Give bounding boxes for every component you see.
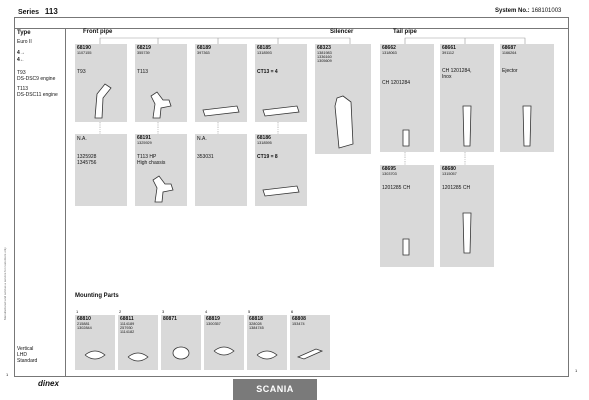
silencer-title: Silencer [330,29,354,35]
gasket-icon [171,345,191,361]
part-68189[interactable]: 68189 397363 [195,44,247,122]
mounting-part-68818[interactable]: 68818 328028 1384745 [247,315,287,370]
tail-pipe-icon [400,237,412,257]
mounting-index: 5 [248,309,251,314]
mounting-spec: Vertical LHD Standard [17,346,38,364]
ejector-icon [520,104,534,148]
part-68219[interactable]: 68219 355739 T113 [135,44,187,122]
bracket-icon [296,345,324,361]
part-na-1: N.A. 1325928 1345756 [75,134,127,206]
mounting-part-68808[interactable]: 68808 153474 [290,315,330,370]
tail-pipe-title: Tail pipe [393,29,417,35]
clamp-icon [255,347,279,363]
dinex-logo: dinex [38,379,59,388]
pipe-section-icon [261,102,301,120]
part-68662[interactable]: 68662 1318063 CH 1201284 [380,44,434,152]
part-68323[interactable]: 68323 1381983 1336160 1305609 [315,44,371,154]
part-68190[interactable]: 68190 1107155 T93 [75,44,127,122]
system-number: System No.: 168101003 [495,8,562,14]
mounting-index: 6 [291,309,294,314]
part-68185[interactable]: 68185 1318593 CT13 = 4 [255,44,307,122]
silencer-icon [331,94,357,150]
pipe-section-icon [261,182,301,200]
part-na-2: N.A. 353031 [195,134,247,206]
clamp-icon [83,347,107,363]
tail-pipe-icon [460,104,474,148]
part-68687[interactable]: 68687 1166264 Ejector [500,44,554,152]
pipe-section-icon [201,102,241,120]
page-number-right: 1 [575,368,578,373]
front-pipe-icon [147,88,175,120]
front-pipe-icon [91,80,115,120]
part-68661[interactable]: 68661 391112 CH 1201284, Inox [440,44,494,152]
t93-engine: T93 DS-DSC9 engine [17,70,56,82]
mounting-index: 3 [162,309,165,314]
tail-pipe-icon [400,128,412,148]
part-68695[interactable]: 68695 1303703 1201285 CH [380,165,434,267]
arrow-symbol-a: 4→ [17,50,25,56]
type-heading: Type [17,30,31,36]
clamp-icon [126,349,150,365]
mounting-part-68810[interactable]: 68810 215881 1302844 [75,315,115,370]
mounting-index: 1 [76,309,79,314]
tail-pipe-icon [460,211,474,255]
front-pipe-icon [149,172,175,204]
clamp-icon [212,343,236,359]
mounting-index: 2 [119,309,122,314]
mounting-part-68819[interactable]: 68819 1300357 [204,315,244,370]
mounting-index: 4 [205,309,208,314]
mounting-part-80871[interactable]: 80871 [161,315,201,370]
euro-class: Euro II [17,39,32,45]
t113-engine: T113 DS-DSC11 engine [17,86,58,98]
part-68186[interactable]: 68186 1318595 CT19 = 8 [255,134,307,206]
make-banner: SCANIA [233,379,317,400]
front-pipe-title: Front pipe [83,29,113,35]
page-number-left: 1 [6,372,9,377]
mounting-parts-title: Mounting Parts [75,293,119,299]
arrow-symbol-b: 4← [17,57,25,63]
series-title: Series 113 [18,7,58,16]
mounting-part-68811[interactable]: 68811 1114189 257930 1114182 [118,315,158,370]
side-disclaimer: Manufactured and sold as a service for customers only [3,247,7,320]
part-68191[interactable]: 68191 1325929 T113 HP High chassis [135,134,187,206]
part-68680[interactable]: 68680 1315057 1201285 CH [440,165,494,267]
